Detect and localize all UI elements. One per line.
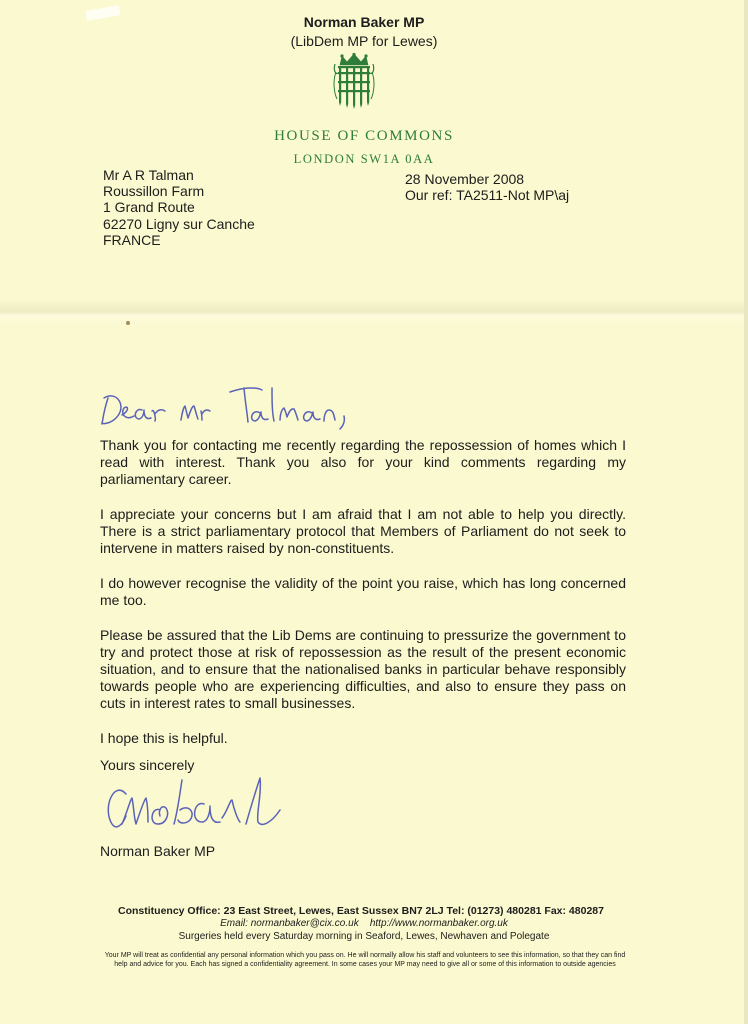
- portcullis-icon: [333, 53, 375, 111]
- body-paragraph: I hope this is helpful.: [100, 730, 228, 746]
- footer-email[interactable]: normanbaker@cix.co.uk: [250, 918, 359, 929]
- footer-surgeries: Surgeries held every Saturday morning in Seaford, Lewes, Newhaven and Polegate: [178, 931, 550, 942]
- recipient-address: [103, 167, 255, 248]
- body-paragraph: Thank you for contacting me recently regarding the repossession of homes which I read with interest. Thank you also for your kind comments regarding my parliamentary career.: [100, 437, 626, 487]
- body-paragraph: I do however recognise the validity of the point you raise, which has long concerned me too.: [100, 575, 626, 608]
- recipient-line: FRANCE: [103, 231, 161, 248]
- recipient-line: 1 Grand Route: [103, 199, 195, 216]
- handwritten-signature: [100, 770, 290, 842]
- recipient-line: Mr A R Talman: [103, 167, 194, 183]
- letter-date: 28 November 2008: [405, 171, 525, 187]
- footer-office: [118, 905, 604, 917]
- recipient-line: Roussillon Farm: [103, 183, 205, 200]
- footer-office-label: Constituency Office:: [118, 905, 221, 917]
- signer-name: Norman Baker MP: [100, 843, 216, 859]
- letter-reference: Our ref: TA2511-Not MP\aj: [405, 187, 570, 204]
- footer-email-label: Email:: [220, 918, 248, 929]
- recipient-line: 62270 Ligny sur Canche: [103, 215, 255, 232]
- letterhead-name: Norman Baker MP: [303, 14, 425, 30]
- body-paragraph: I appreciate your concerns but I am afraid that I am not able to help you directly. There is a strict parliamentary protocol that Members of Parliament do not seek to intervene in matters raised by non-constituents.: [100, 506, 626, 556]
- date-reference-block: [405, 171, 569, 203]
- letter-closing: Yours sincerely: [100, 757, 195, 773]
- institution-name: HOUSE OF COMMONS: [274, 128, 454, 144]
- body-paragraph: Please be assured that the Lib Dems are continuing to pressurize the government to try and protect those at risk of repossession as the result of the present economic situation, and to ensure that the nationalised banks in particular behave responsibly towards people who are experiencing difficulties, and also to ensure they pass on cuts in interest rates to small businesses.: [100, 627, 626, 711]
- handwritten-salutation: [98, 384, 358, 434]
- footer-office-address: 23 East Street, Lewes, East Sussex BN7 2LJ Tel: (01273) 480281 Fax: 480287: [223, 905, 604, 917]
- letter-body: [100, 437, 626, 765]
- fold-mark: [126, 321, 130, 325]
- footer-disclaimer: Your MP will treat as confidential any personal information which you pass on. He will normally allow his staff and volunteers to see this information, so that they can find help and advice for you. Each has signed a confidentiality agreement. In some cases your MP may need to give all or some of this information to outside agencies: [104, 952, 626, 968]
- footer-contact: [0, 918, 728, 929]
- paper-edge: [744, 0, 748, 1024]
- institution-address: LONDON SW1A 0AA: [293, 152, 435, 166]
- footer-website[interactable]: http://www.normanbaker.org.uk: [369, 918, 508, 929]
- letterhead-party: (LibDem MP for Lewes): [290, 33, 438, 49]
